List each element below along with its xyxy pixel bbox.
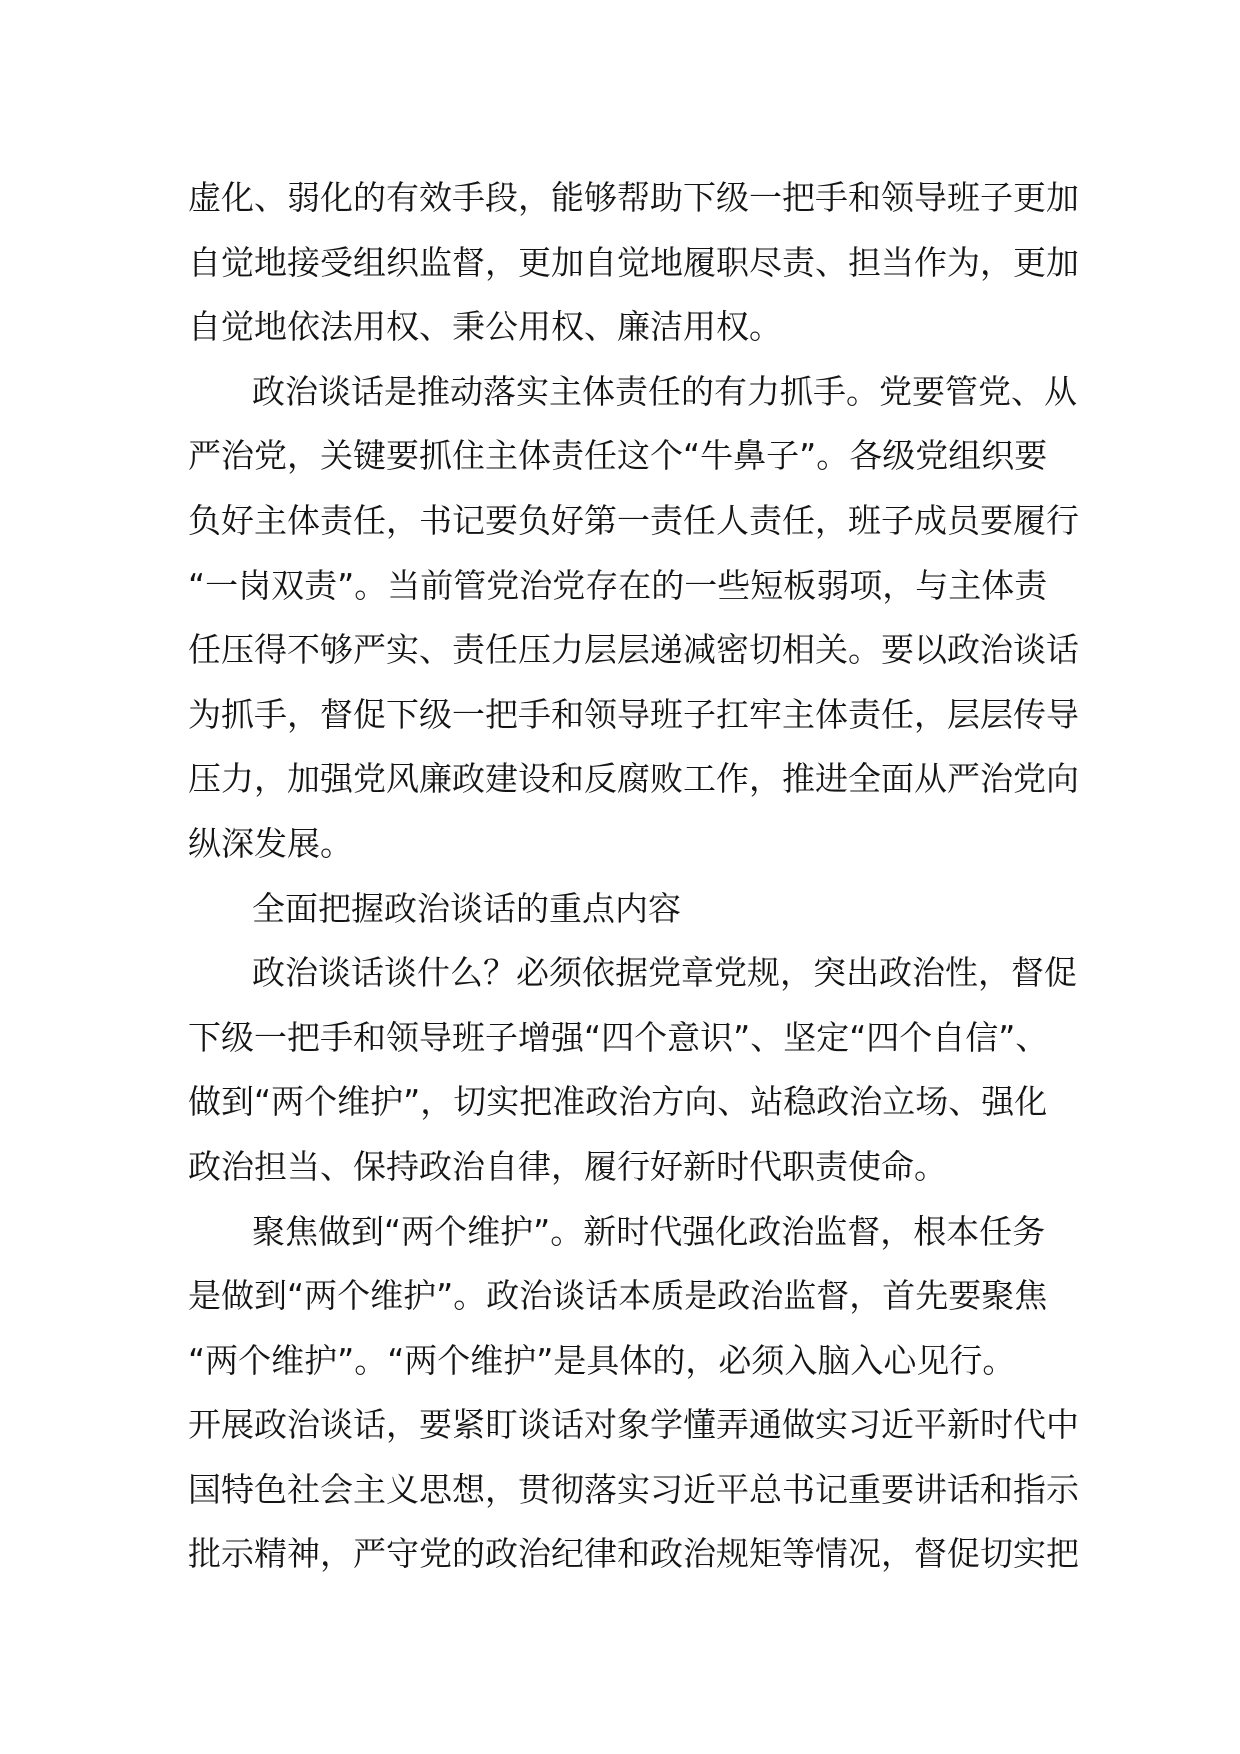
text-line: 压力，加强党风廉政建设和反腐败工作，推进全面从严治党向 xyxy=(188,759,1079,799)
text-line: 严治党，关键要抓住主体责任这个“牛鼻子”。各级党组织要 xyxy=(188,436,1048,476)
text-line: 开展政治谈话，要紧盯谈话对象学懂弄通做实习近平新时代中 xyxy=(188,1405,1079,1445)
text-line: 虚化、弱化的有效手段，能够帮助下级一把手和领导班子更加 xyxy=(188,178,1079,217)
paragraph-start-line: 政治谈话谈什么？必须依据党章党规，突出政治性，督促 xyxy=(252,953,1077,993)
text-line: 下级一把手和领导班子增强“四个意识”、坚定“四个自信”、 xyxy=(188,1017,1049,1057)
text-line: 批示精神，严守党的政治纪律和政治规矩等情况，督促切实把 xyxy=(188,1534,1079,1574)
document-body xyxy=(188,166,1079,1587)
text-line: 国特色社会主义思想，贯彻落实习近平总书记重要讲话和指示 xyxy=(188,1469,1079,1509)
text-line: 做到“两个维护”，切实把准政治方向、站稳政治立场、强化 xyxy=(188,1082,1048,1122)
paragraph-start-line: 政治谈话是推动落实主体责任的有力抓手。党要管党、从 xyxy=(252,371,1077,411)
text-line: “两个维护”。“两个维护”是具体的，必须入脑入心见行。 xyxy=(188,1340,1016,1380)
text-line: 是做到“两个维护”。政治谈话本质是政治监督，首先要聚焦 xyxy=(188,1276,1048,1316)
text-line: 纵深发展。 xyxy=(188,823,353,863)
text-line: 自觉地接受组织监督，更加自觉地履职尽责、担当作为，更加 xyxy=(188,242,1079,282)
text-line: 任压得不够严实、责任压力层层递减密切相关。要以政治谈话 xyxy=(188,630,1079,670)
text-line: “一岗双责”。当前管党治党存在的一些短板弱项，与主体责 xyxy=(188,565,1048,605)
text-line: 为抓手，督促下级一把手和领导班子扛牢主体责任，层层传导 xyxy=(188,694,1079,734)
section-heading: 全面把握政治谈话的重点内容 xyxy=(252,888,681,928)
text-line: 政治担当、保持政治自律，履行好新时代职责使命。 xyxy=(188,1146,947,1186)
text-line: 负好主体责任，书记要负好第一责任人责任，班子成员要履行 xyxy=(188,500,1079,540)
text-line: 自觉地依法用权、秉公用权、廉洁用权。 xyxy=(188,307,782,347)
paragraph-start-line: 聚焦做到“两个维护”。新时代强化政治监督，根本任务 xyxy=(252,1211,1046,1251)
